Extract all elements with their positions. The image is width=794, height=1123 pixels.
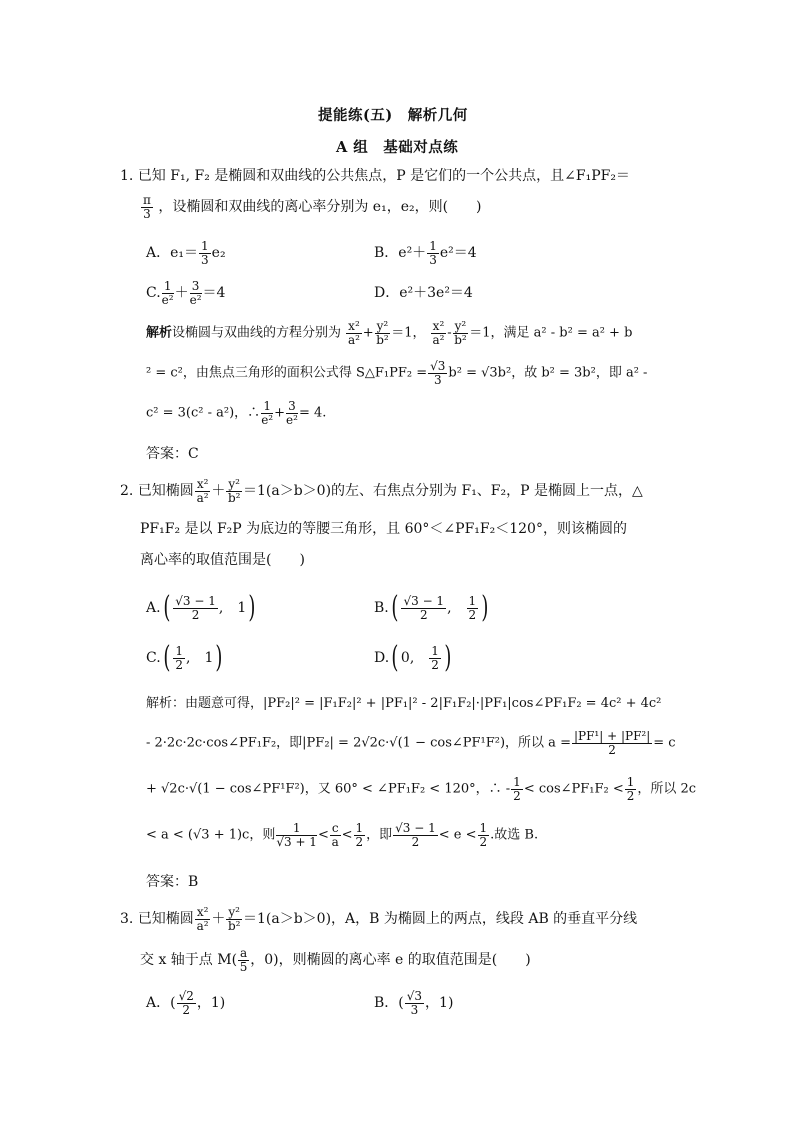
q2-solution-line2: - 2·2c·2c·cos∠PF₁F₂，即|PF₂| = 2√2c·√(1 − cos∠PF¹F²)，所以 a = $\frac{\text{|PF¹| + |PF²|}}{2}$ = c: [146, 729, 676, 757]
q2-line3: 离心率的取值范围是( ): [140, 552, 305, 568]
section-subtitle: A 组 基础对点练: [336, 139, 459, 156]
q1-stem-1: 已知 F₁, F₂ 是椭圆和双曲线的公共焦点，P 是它们的一个公共点，且∠F₁PF₂＝: [137, 168, 630, 184]
q1-answer: 答案：C: [146, 446, 199, 462]
q2-option-c: C.( $\frac{1}{2}$ , 1): [146, 640, 223, 675]
q3-option-a: A．( $\frac{√2}{2}$ ，1): [146, 989, 226, 1017]
q2-option-b: B.( $\frac{√3 - 1}{2}$ , $\frac{1}{2}$ ): [374, 590, 489, 625]
q2-solution-line3: + √2c·√(1 − cos∠PF¹F²)，又 60° < ∠PF₁F₂ < 120°，∴ - $\frac{1}{2}$ < cos∠PF₁F₂ < $\frac{1}{2}$ ，所以 2c: [146, 775, 697, 803]
fraction-pi-over-3: $\frac{\pi}{3}$: [143, 193, 151, 221]
q3-line2: 交 x 轴于点 M( $\frac{a}{5}$ ，0)，则椭圆的离心率 e 的取值范围是( ): [140, 946, 531, 974]
q1-option-c: C. $\frac{1}{\text{e²}}$ ＋ $\frac{3}{\text{e²}}$ ＝4: [146, 279, 226, 307]
q1-line2: [140, 194, 482, 220]
q1-stem-2: ，设椭圆和双曲线的离心率分别为 e₁，e₂，则( ): [158, 199, 482, 216]
q1-solution-line1: 解析设椭圆与双曲线的方程分别为 $\frac{\text{x²}}{\text{a²}}$ + $\frac{\text{y²}}{\text{b²}}$ ＝1， $\frac{\text{x²}}{\text{a²}}$ - $\frac{\text{y²}}{\text{b²}}$ ＝1，满足 a² - b² = a² + b: [146, 319, 633, 347]
q1-solution-line3: c² = 3(c² - a²)，∴ $\frac{1}{\text{e²}}$ + $\frac{3}{\text{e²}}$ = 4.: [146, 399, 327, 427]
page-title: 提能练(五) 解析几何: [318, 107, 468, 124]
q1-option-a: A．e₁＝ $\frac{1}{3}$ e₂: [146, 239, 226, 267]
q2-line1: 2. 已知椭圆 $\frac{\text{x²}}{\text{a²}}$ ＋ $\frac{\text{y²}}{\text{b²}}$ ＝1(a＞b＞0)的左、右焦点分别为 F₁、F₂，P 是椭圆上一点，△: [120, 477, 643, 505]
q2-line2: PF₁F₂ 是以 F₂P 为底边的等腰三角形，且 60°＜∠PF₁F₂＜120°，则该椭圆的: [140, 521, 627, 537]
q2-option-d: D.( 0, $\frac{1}{2}$ ): [374, 640, 452, 675]
q3-line1: 3. 已知椭圆 $\frac{\text{x²}}{\text{a²}}$ ＋ $\frac{\text{y²}}{\text{b²}}$ ＝1(a＞b＞0)，A，B 为椭圆上的两点，线段 AB 的垂直平分线: [120, 905, 638, 933]
q1-option-b: B．e²＋ $\frac{1}{3}$ e²＝4: [374, 239, 477, 267]
q2-answer: 答案：B: [146, 874, 199, 890]
q1-solution-line2: ² = c²，由焦点三角形的面积公式得 S△F₁PF₂ = $\frac{√3}{3}$ b² = √3b²，故 b² = 3b²，即 a² -: [146, 359, 648, 387]
q3-option-b: B．( $\frac{√3}{3}$ ，1): [374, 989, 454, 1017]
q1-number: 1.: [120, 168, 134, 184]
q2-option-a: A.( $\frac{√3 - 1}{2}$ , 1): [146, 590, 256, 625]
q1-option-d: D．e²＋3e²＝4: [374, 285, 473, 301]
q2-solution-line1: 解析：由题意可得，|PF₂|² = |F₁F₂|² + |PF₁|² - 2|F₁F₂|·|PF₁|cos∠PF₁F₂ = 4c² + 4c²: [146, 696, 662, 711]
q1-line1: [120, 168, 630, 185]
q2-solution-line4: < a < (√3 + 1)c，则 $\frac{1}{√3 + 1}$ < $\frac{c}{a}$ < $\frac{1}{2}$ ，即 $\frac{√3 - 1}{2}$ < e < $\frac{1}{2}$ .故选 B.: [146, 821, 539, 849]
